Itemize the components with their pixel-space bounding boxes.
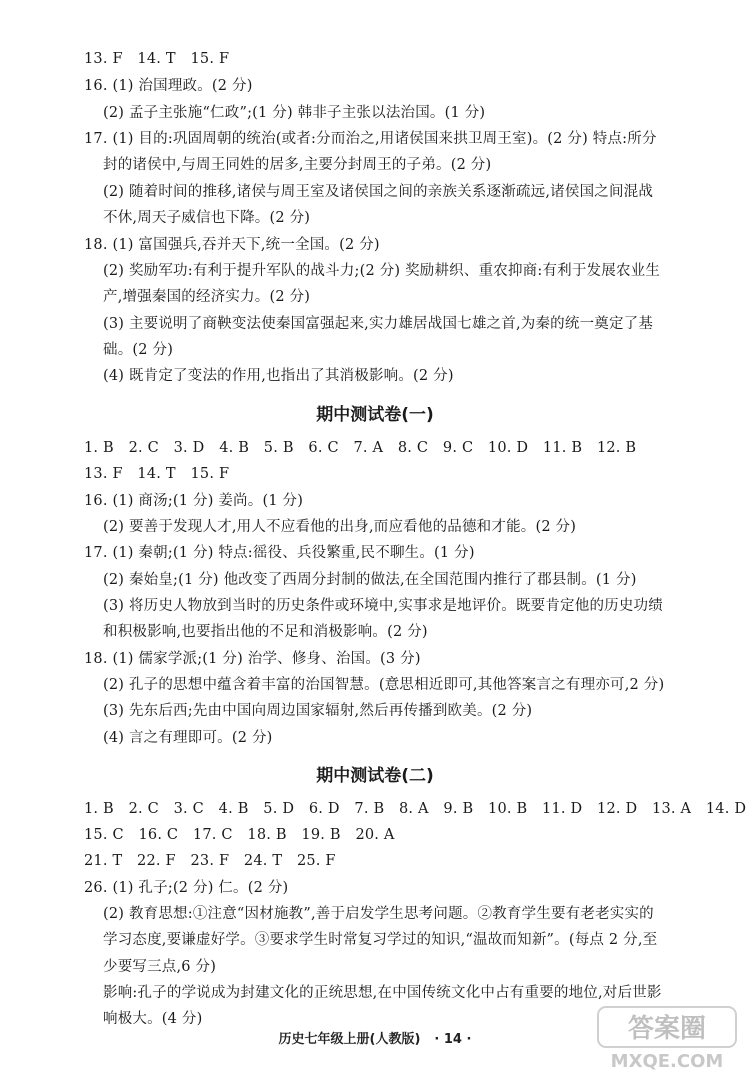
answer-line: 产,增强秦国的经济实力。(2 分) (103, 289, 311, 305)
answer-line: 16. (1) 商汤;(1 分) 姜尚。(1 分) (84, 493, 304, 509)
answer-line: 影响:孔子的学说成为封建文化的正统思想,在中国传统文化中占有重要的地位,对后世影 (103, 985, 662, 1001)
answer-line: 少要写三点,6 分) (103, 959, 217, 975)
answer-line: 17. (1) 目的:巩固周朝的统治(或者:分而治之,用诸侯国来拱卫周王室)。(2 分) 特点:所分 (84, 131, 657, 147)
answer-line: 18. (1) 儒家学派;(1 分) 治学、修身、治国。(3 分) (84, 651, 421, 667)
answer-line: 15. C 16. C 17. C 18. B 19. B 20. A (84, 827, 395, 843)
answer-line: 封的诸侯中,与周王同姓的居多,主要分封周王的子弟。(2 分) (103, 157, 492, 173)
answer-line: 学习态度,要谦虚好学。③要求学生时常复习学过的知识,“温故而知新”。(每点 2 分,至 (103, 932, 658, 948)
answer-line: 1. B 2. C 3. D 4. B 5. B 6. C 7. A 8. C 9. C 10. D 11. B 12. B (84, 440, 637, 456)
answer-line: (2) 秦始皇;(1 分) 他改变了西周分封制的做法,在全国范围内推行了郡县制。(1 分) (103, 572, 637, 588)
answer-line: 18. (1) 富国强兵,吞并天下,统一全国。(2 分) (84, 237, 380, 253)
answer-line: 26. (1) 孔子;(2 分) 仁。(2 分) (84, 880, 289, 896)
watermark-logo (592, 1003, 742, 1073)
answer-line: (3) 主要说明了商鞅变法使秦国富强起来,实力雄居战国七雄之首,为秦的统一奠定了基 (103, 316, 654, 332)
answer-line: 不休,周天子威信也下降。(2 分) (103, 210, 311, 226)
answer-line: (3) 将历史人物放到当时的历史条件或环境中,实事求是地评价。既要肯定他的历史功绩 (103, 598, 663, 614)
answer-line: 16. (1) 治国理政。(2 分) (84, 78, 253, 94)
page-number: · 14 · (434, 1032, 472, 1047)
watermark-bottom-text: MXQE.COM (610, 1051, 724, 1072)
answer-line: (4) 既肯定了变法的作用,也指出了其消极影响。(2 分) (103, 368, 454, 384)
answer-line: (2) 要善于发现人才,用人不应看他的出身,而应看他的品德和才能。(2 分) (103, 519, 577, 535)
answer-line: 13. F 14. T 15. F (84, 51, 230, 67)
answer-line: (2) 孔子的思想中蕴含着丰富的治国智慧。(意思相近即可,其他答案言之有理亦可,2 分) (103, 677, 665, 693)
answer-line: 响极大。(4 分) (103, 1011, 203, 1027)
answer-line: 和积极影响,也要指出他的不足和消极影响。(2 分) (103, 624, 428, 640)
answer-line: 础。(2 分) (103, 342, 174, 358)
footer-book-title: 历史七年级上册(人教版) (278, 1032, 421, 1047)
answer-line: (3) 先东后西;先由中国向周边国家辐射,然后再传播到欧美。(2 分) (103, 703, 533, 719)
watermark-top-text: 答案圈 (627, 1014, 707, 1044)
answer-line: 1. B 2. C 3. C 4. B 5. D 6. D 7. B 8. A 9. B 10. B 11. D 12. D 13. A 14. D (84, 801, 747, 817)
answer-line: (2) 教育思想:①注意“因材施教”,善于启发学生思考问题。②教育学生要有老老实实的 (103, 906, 654, 922)
answer-line: 21. T 22. F 23. F 24. T 25. F (84, 853, 336, 869)
answer-line: 13. F 14. T 15. F (84, 466, 230, 482)
answer-line: (2) 奖励军功:有利于提升军队的战斗力;(2 分) 奖励耕织、重农抑商:有利于发展农业生 (103, 263, 661, 279)
section-heading-midterm-1: 期中测试卷(一) (316, 405, 434, 425)
answer-line: 17. (1) 秦朝;(1 分) 特点:徭役、兵役繁重,民不聊生。(1 分) (84, 545, 475, 561)
answer-line: (2) 孟子主张施“仁政”;(1 分) 韩非子主张以法治国。(1 分) (103, 105, 486, 121)
section-heading-midterm-2: 期中测试卷(二) (316, 766, 434, 786)
answer-line: (2) 随着时间的推移,诸侯与周王室及诸侯国之间的亲族关系逐渐疏远,诸侯国之间混战 (103, 184, 654, 200)
answer-line: (4) 言之有理即可。(2 分) (103, 730, 273, 746)
